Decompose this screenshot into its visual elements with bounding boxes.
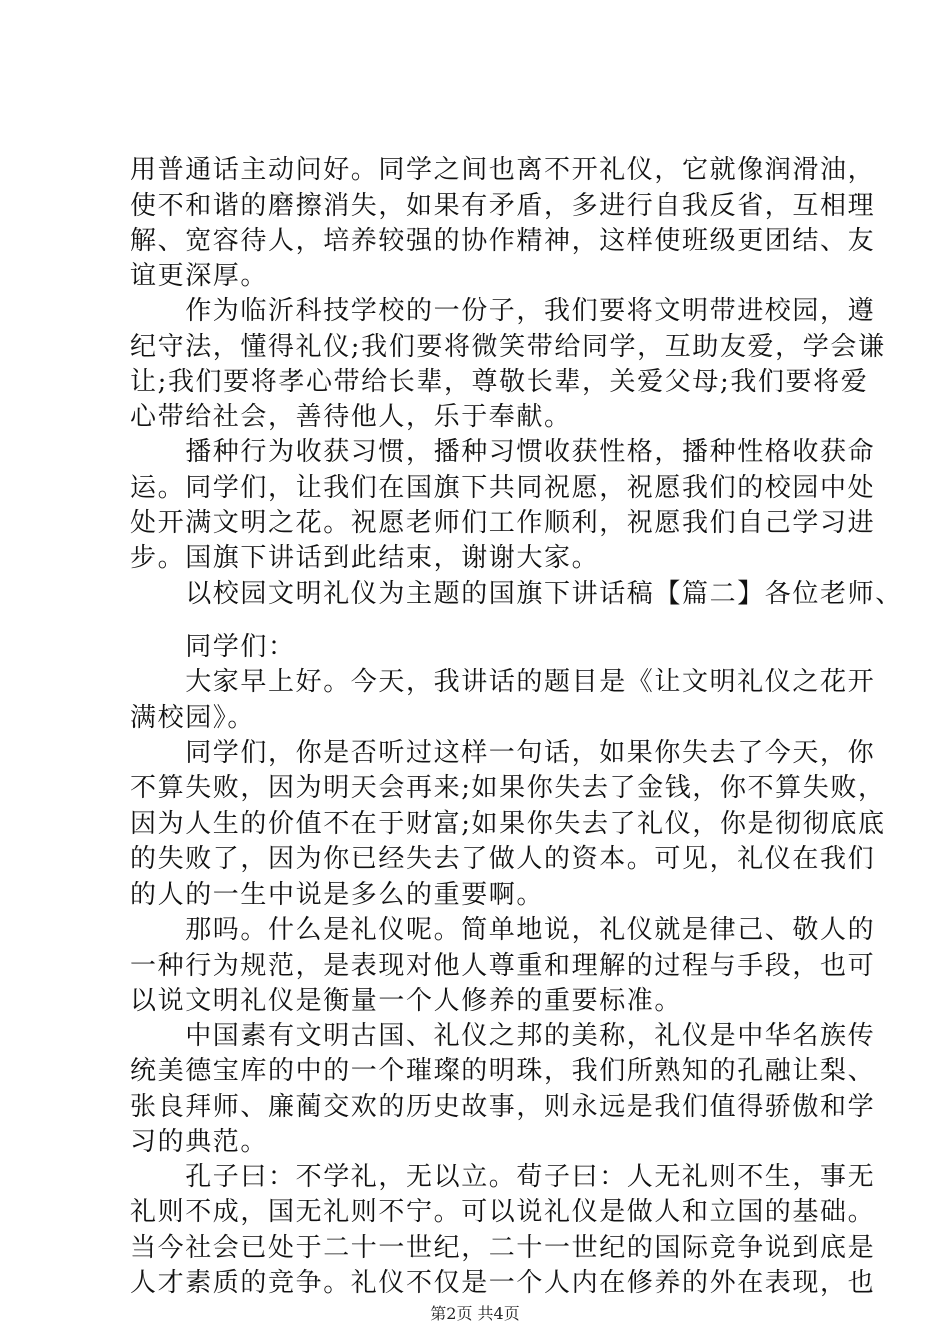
text-line: 处开满文明之花。祝愿老师们工作顺利，祝愿我们自己学习进	[130, 508, 876, 538]
text-line: 用普通话主动问好。同学之间也离不开礼仪，它就像润滑油，	[130, 155, 876, 185]
text-line: 当今社会已处于二十一世纪，二十一世纪的国际竞争说到底是	[130, 1233, 876, 1263]
text-line: 以校园文明礼仪为主题的国旗下讲话稿【篇二】各位老师、	[130, 579, 903, 609]
text-line: 播种行为收获习惯，播种习惯收获性格，播种性格收获命	[130, 437, 876, 467]
text-line: 运。同学们，让我们在国旗下共同祝愿，祝愿我们的校园中处	[130, 473, 876, 503]
text-line: 同学们，你是否听过这样一句话，如果你失去了今天，你	[130, 738, 876, 768]
text-line: 礼则不成，国无礼则不宁。可以说礼仪是做人和立国的基础。	[130, 1197, 876, 1227]
text-line: 大家早上好。今天，我讲话的题目是《让文明礼仪之花开	[130, 667, 876, 697]
text-line: 张良拜师、廉蔺交欢的历史故事，则永远是我们值得骄傲和学	[130, 1092, 876, 1122]
text-line: 那吗。什么是礼仪呢。简单地说，礼仪就是律己、敬人的	[130, 915, 876, 945]
text-line: 孔子曰：不学礼，无以立。荀子曰：人无礼则不生，事无	[130, 1162, 876, 1192]
text-line: 一种行为规范，是表现对他人尊重和理解的过程与手段，也可	[130, 951, 876, 981]
text-line: 统美德宝库的中的一个璀璨的明珠，我们所熟知的孔融让梨、	[130, 1056, 876, 1086]
text-line: 人才素质的竞争。礼仪不仅是一个人内在修养的外在表现，也	[130, 1268, 876, 1298]
text-line: 习的典范。	[130, 1127, 269, 1157]
text-line: 中国素有文明古国、礼仪之邦的美称，礼仪是中华名族传	[130, 1021, 876, 1051]
page-footer: 第2页 共4页	[430, 1304, 520, 1323]
text-line: 谊更深厚。	[130, 261, 269, 291]
text-line: 解、宽容待人，培养较强的协作精神，这样使班级更团结、友	[130, 226, 876, 256]
text-line: 满校园》。	[130, 703, 256, 733]
text-line: 同学们：	[130, 632, 296, 662]
text-line: 使不和谐的磨擦消失，如果有矛盾，多进行自我反省，互相理	[130, 191, 876, 221]
text-line: 的失败了，因为你已经失去了做人的资本。可见，礼仪在我们	[130, 844, 876, 874]
text-line: 因为人生的价值不在于财富;如果你失去了礼仪，你是彻彻底底	[130, 809, 886, 839]
text-line: 的人的一生中说是多么的重要啊。	[130, 880, 545, 910]
text-line: 作为临沂科技学校的一份子，我们要将文明带进校园，遵	[130, 296, 876, 326]
text-line: 心带给社会，善待他人，乐于奉献。	[130, 402, 572, 432]
text-line: 步。国旗下讲话到此结束，谢谢大家。	[130, 543, 600, 573]
text-line: 不算失败，因为明天会再来;如果你失去了金钱，你不算失败，	[130, 773, 886, 803]
text-line: 让;我们要将孝心带给长辈，尊敬长辈，关爱父母;我们要将爱	[130, 367, 869, 397]
text-line: 纪守法，懂得礼仪;我们要将微笑带给同学，互助友爱，学会谦	[130, 332, 886, 362]
text-line: 以说文明礼仪是衡量一个人修养的重要标准。	[130, 986, 683, 1016]
